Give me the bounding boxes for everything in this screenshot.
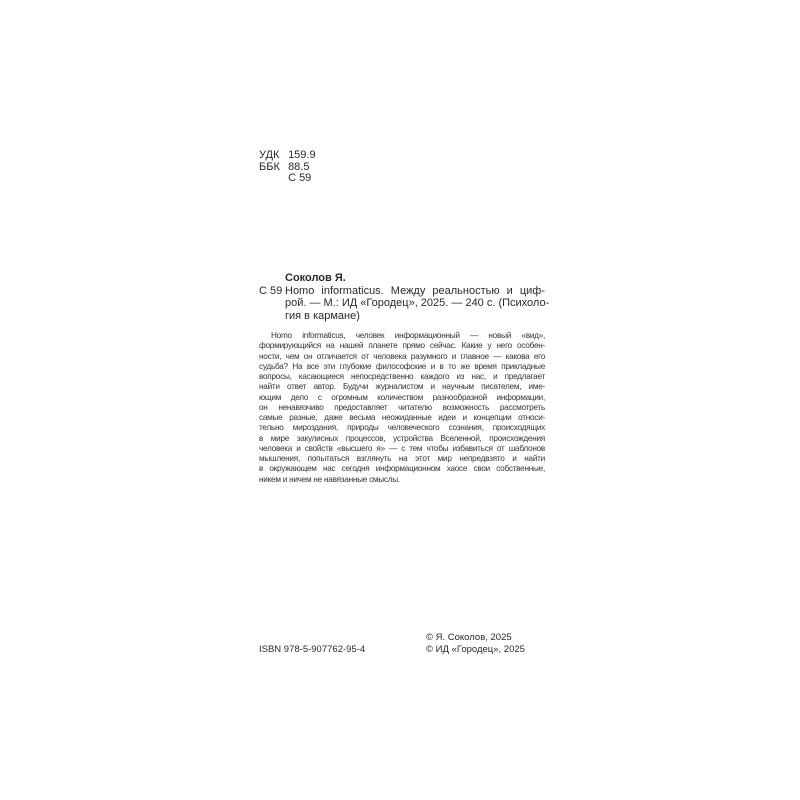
bibliographic-record	[259, 272, 550, 322]
abstract-line: человека и свойств «высшего я» — с тем чтобы избавиться от шаблонов	[259, 443, 545, 453]
bbk-value: 88.5	[288, 160, 310, 173]
abstract	[259, 331, 545, 485]
abstract-line: ющим дело с огромным количеством разнообразной информации,	[259, 392, 545, 402]
copyright-author: © Я. Соколов, 2025	[426, 632, 512, 643]
abstract-line: в окружающем нас сегодня информационном хаосе свои собственные,	[259, 464, 545, 474]
author-name: Соколов Я.	[285, 272, 346, 284]
bib-line-1: Homo informaticus. Между реальностью и циф-	[285, 284, 545, 297]
abstract-line: ности, чем он отличается от человека разумного и главное — какова его	[259, 351, 545, 361]
author-mark-row	[259, 173, 316, 185]
abstract-line: в мире закулисных процессов, устройства Вселенной, происхождения	[259, 433, 545, 443]
bib-title-row	[259, 285, 545, 298]
abstract-line: формирующийся на нашей планете прямо сейчас. Какие у него особен-	[259, 341, 545, 351]
abstract-line: мышления, попытаться взглянуть на этот мир непредвзято и найти	[259, 454, 545, 463]
abstract-line: вопросы, касающиеся непосредственно каждого из нас, и предлагает	[259, 372, 545, 381]
abstract-line: никем и ничем не навязанные смыслы.	[259, 474, 400, 484]
abstract-line: судьба? На все эти глубокие философские и в то же время прикладные	[259, 361, 545, 371]
abstract-line: он ненавязчиво предоставляет читателю возможность рассмотреть	[259, 402, 545, 412]
abstract-line: найти ответ автор. Будучи журналистом и научным писателем, име-	[259, 382, 545, 392]
abstract-line: самые разные, даже весьма неожиданные идеи и концепции относи-	[259, 413, 545, 422]
bib-author-mark: С 59	[259, 284, 283, 297]
abstract-line: Homo informaticus, человек информационный — новый «вид»,	[271, 331, 545, 340]
bib-line-2: рой. — М.: ИД «Городец», 2025. — 240 с. (Психоло-	[285, 297, 550, 309]
udk-value: 159.9	[288, 149, 316, 161]
isbn: ISBN 978-5-907762-95-4	[259, 644, 366, 655]
bib-row-2	[259, 297, 550, 310]
author-mark: С 59	[288, 172, 312, 184]
bbk-label: ББК	[259, 160, 280, 173]
abstract-line: тельно мироздания, природы человеческого сознания, происходящих	[259, 423, 545, 433]
udk-label: УДК	[259, 149, 280, 161]
copyright-block	[426, 632, 525, 656]
bib-line-3: гия в кармане)	[285, 309, 360, 322]
copyright-publisher: © ИД «Городец», 2025	[426, 644, 525, 655]
classification-codes	[259, 150, 316, 185]
